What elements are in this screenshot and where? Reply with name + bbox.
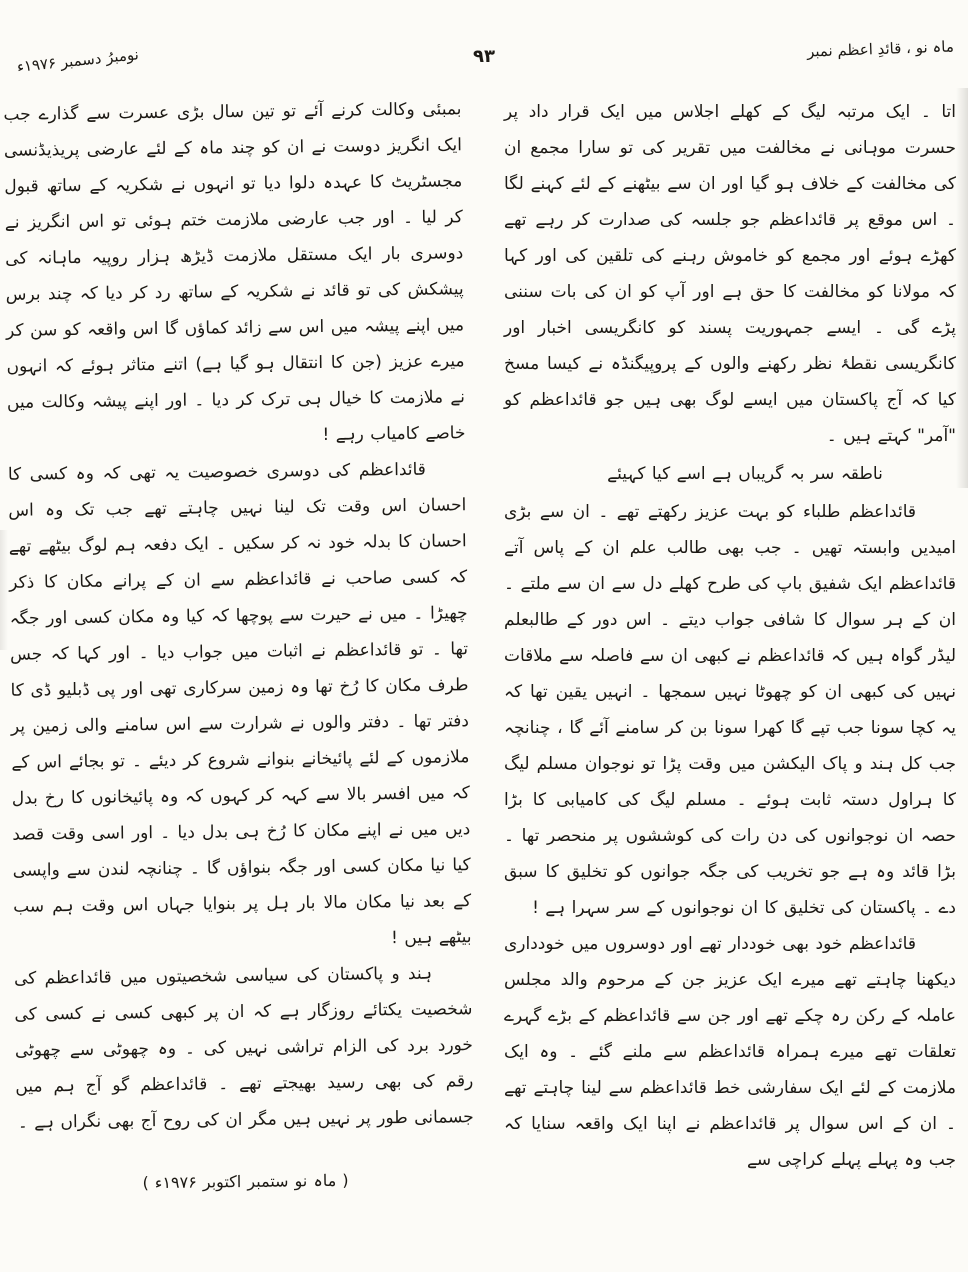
column-right	[504, 94, 956, 1178]
source-note: ( ماہ نو ستمبر اکتوبر ۱۹۷۶ء )	[142, 1170, 349, 1193]
scan-edge-smudge	[0, 530, 8, 650]
header-magazine-title: ماہ نو ، قائدِ اعظم نمبر	[806, 37, 955, 61]
paragraph-integrity: ہند و پاکستان کی سیاسی شخصیتوں میں قائداعظم کی شخصیت یکتائے روزگار ہے کہ ان پر کبھی کسی نے کسی کی خورد برد کی الزام تراشی نہیں کی ۔ وہ چھوٹی سے چھوٹی رقم کی بھی رسید بھیجتے تھے ۔ قائداعظم گو آج ہم میں جسمانی طور پر نہیں ہیں مگر ان کی روح آج بھی نگراں ہے ۔	[13, 963, 474, 1133]
scan-gutter-shadow	[956, 88, 968, 488]
paragraph-students: قائداعظم طلباء کو بہت عزیز رکھتے تھے ۔ ان سے بڑی امیدیں وابستہ تھیں ۔ جب بھی طالب علم ان کے پاس آتے قائداعظم ایک شفیق باپ کی طرح کھلے دل سے ان سے ملتے ۔ ان کے ہر سوال کا شافی جواب دیتے ۔ اس دور کے طالبعلم لیڈر گواہ ہیں کہ قائداعظم نے کبھی ان سے فاصلہ سے ملاقات نہیں کی کبھی ان کو چھوٹا نہیں سمجھا ۔ انہیں یقین تھا کہ یہ کچا سونا جب تپے گا کھرا سونا بن کر سامنے آئے گا ، چنانچہ جب کل ہند و پاک الیکشن میں وقت پڑا تو نوجوان مسلم لیگ کا ہراول دستہ ثابت ہوئے ۔ مسلم لیگ کی کامیابی کا بڑا حصہ ان نوجوانوں کی دن رات کی کوششوں پر منحصر تھا ۔ بڑا قائد وہ ہے جو تخریب کی جگہ جوانوں کو تخلیق کا سبق دے ۔ پاکستان کی تخلیق کا ان نوجوانوں کے سر سہرا ہے !	[504, 502, 956, 918]
paragraph-self-respect: قائداعظم خود بھی خوددار تھے اور دوسروں میں خودداری دیکھنا چاہتے تھے میرے ایک عزیز جن کے مرحوم والد مجلس عاملہ کے رکن رہ چکے تھے اور جن سے قائداعظم کے بڑے گہرے تعلقات تھے میرے ہمراہ قائداعظم سے ملنے گئے ۔ وہ ایک ملازمت کے لئے ایک سفارشی خط قائداعظم سے لینا چاہتے تھے ۔ ان کے اس سوال پر قائداعظم نے اپنا ایک واقعہ سنایا کہ جب وہ پہلے پہلے کراچی سے	[504, 934, 956, 1170]
column-left	[3, 91, 474, 1203]
verse-line: ناطقہ سر بہ گریباں ہے اسے کیا کہیئے	[607, 464, 883, 484]
paragraph-bombay-vakalat: بمبئی وکالت کرنے آئے تو تین سال بڑی عسرت سے گذارے جب ایک انگریز دوست نے ان کو چند ماہ کے لئے عارضی پریذیڈنسی مجسٹریٹ کا عہدہ دلوا دیا تو انہوں نے شکریہ کے ساتھ قبول کر لیا ۔ اور جب عارضی ملازمت ختم ہوئی تو اس انگریز نے دوسری بار ایک مستقل ملازمت ڈیڑھ ہزار روپیہ ماہانہ کی پیشکش کی تو قائد نے شکریہ کے ساتھ رد کر دیا کہ چند برس میں اپنے پیشہ میں اس سے زائد کماؤں گا اس واقعہ کو سن کر میرے عزیز (جن کا انتقال ہو گیا ہے) اتنے متاثر ہوئے کہ انہوں نے ملازمت کا خیال ہی ترک کر دیا ۔ اور اپنے پیشہ وکالت میں خاصے کامیاب رہے !	[3, 99, 466, 445]
header-page-number: ۹۳	[473, 46, 495, 67]
paragraph-old-house: قائداعظم کی دوسری خصوصیت یہ تھی کہ وہ کسی کا احسان اس وقت تک لینا نہیں چاہتے تھے جب تک وہ اس احسان کا بدلہ خود نہ کر سکیں ۔ ایک دفعہ ہم لوگ بیٹھے تھے کہ کسی صاحب نے قائداعظم سے ان کے پرانے مکان کا ذکر چھیڑا ۔ میں نے حیرت سے پوچھا کہ کیا وہ مکان کسی اور جگہ تھا ۔ تو قائداعظم نے اثبات میں جواب دیا ۔ اور کہا کہ جس طرف مکان کا رُخ تھا وہ زمین سرکاری تھی اور پی ڈبلیو ڈی کا دفتر تھا ۔ دفتر والوں نے شرارت سے اس سامنے والی زمین پر ملازموں کے لئے پائیخانے بنوانے شروع کر دیئے ۔ تو بجائے اس کے کہ میں افسر بالا سے کہہ کر کہوں کہ وہ پائیخانوں کا رخ بدل دیں میں نے اپنے مکان کا رُخ ہی بدل دیا ۔ اور اسی وقت قصد کیا نیا مکان کسی اور جگہ بنواؤں گا ۔ چنانچہ لندن سے واپسی کے بعد نیا مکان مالا بار ہل پر بنوایا جہاں اس وقت ہم سب بیٹھے ہیں !	[7, 459, 472, 949]
header-issue-date: نومبرُ دسمبر ۱۹۷۶ء	[16, 45, 140, 76]
paragraph-league-session: اتا ۔ ایک مرتبہ لیگ کے کھلے اجلاس میں ایک قرار داد پر حسرت موہانی نے مخالفت میں تقریر کی تو سارا مجمع ان کی مخالفت کے خلاف ہو گیا اور ان سے بیٹھنے کے لئے کہنے لگا ۔ اس موقع پر قائداعظم جو جلسہ کی صدارت کر رہے تھے کھڑے ہوئے اور مجمع کو خاموش رہنے کی تلقین کی اور کہا کہ مولانا کو مخالفت کا حق ہے اور آپ کو ان کی بات سننی پڑے گی ۔ ایسے جمہوریت پسند کو کانگریسی اخبار اور کانگریسی نقطۂ نظر رکھنے والوں کے پروپیگنڈہ نے کیسا مسخ کیا کہ آج پاکستان میں ایسے لوگ بھی ہیں جو قائداعظم کو "آمر" کہتے ہیں ۔	[504, 102, 956, 446]
